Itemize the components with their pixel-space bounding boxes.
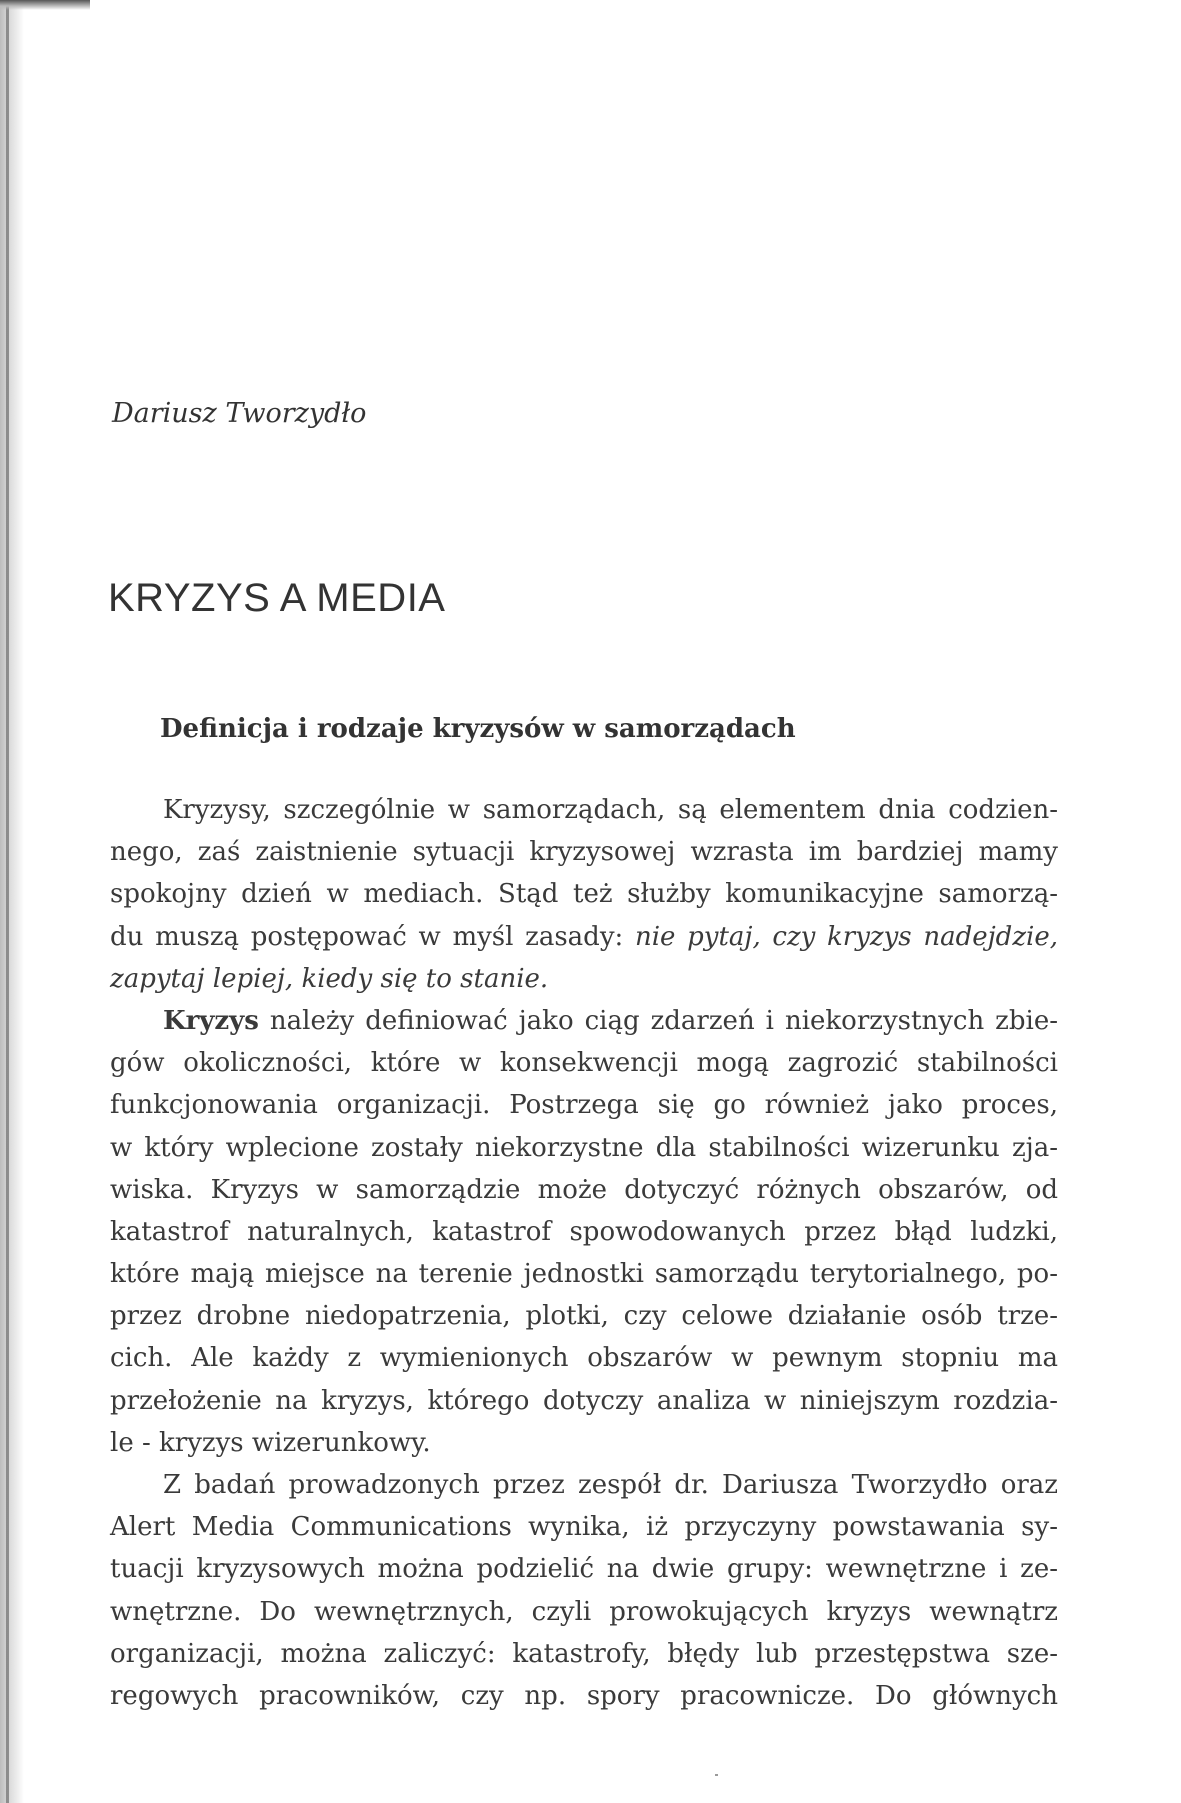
text-line — [110, 1253, 1058, 1295]
text-segment: nego, zaś zaistnienie sytuacji kryzysowej wzrasta im bardziej mamy — [110, 837, 1058, 868]
text-segment: wnętrzne. Do wewnętrznych, czyli prowokujących kryzys wewnątrz — [110, 1596, 1058, 1627]
text-segment: funkcjonowania organizacji. Postrzega się go również jako proces, — [110, 1090, 1058, 1121]
text-line — [110, 1042, 1058, 1084]
scan-top-shadow — [0, 0, 90, 10]
text-line — [110, 1000, 1058, 1042]
text-line — [110, 831, 1058, 873]
emphasis-segment: nie pytaj, czy kryzys nadejdzie, — [634, 921, 1058, 952]
emphasis-segment: zapytaj lepiej, kiedy się to stanie. — [110, 963, 549, 994]
text-line — [110, 1422, 1058, 1464]
text-line — [110, 1675, 1058, 1717]
text-segment: które mają miejsce na terenie jednostki samorządu terytorialnego, po- — [110, 1259, 1058, 1290]
text-line — [110, 1169, 1058, 1211]
text-segment: Kryzysy, szczególnie w samorządach, są elementem dnia codzien- — [163, 795, 1058, 825]
text-segment: tuacji kryzysowych można podzielić na dwie grupy: wewnętrzne i ze- — [110, 1554, 1058, 1585]
binding-edge-line — [6, 0, 9, 1803]
text-segment: przełożenie na kryzys, którego dotyczy analiza w niniejszym rozdzia- — [110, 1385, 1058, 1416]
text-line — [110, 873, 1058, 915]
section-heading: Definicja i rodzaje kryzysów w samorządach — [160, 714, 796, 744]
text-line — [110, 789, 1058, 831]
text-segment: organizacji, można zaliczyć: katastrofy, błędy lub przestępstwa sze- — [110, 1638, 1058, 1669]
scan-speck — [715, 1774, 718, 1776]
text-line — [110, 1127, 1058, 1169]
text-segment: Z badań prowadzonych przez zespół dr. Dariusza Tworzydło oraz — [163, 1470, 1058, 1500]
text-segment: wiska. Kryzys w samorządzie może dotyczyć różnych obszarów, od — [110, 1174, 1058, 1205]
text-line — [110, 1337, 1058, 1379]
chapter-title: KRYZYS A MEDIA — [108, 576, 446, 620]
text-line — [110, 1591, 1058, 1633]
author-name: Dariusz Tworzydło — [112, 398, 367, 429]
binding-gutter-shadow — [0, 0, 24, 1803]
text-line — [110, 1506, 1058, 1548]
text-segment: spokojny dzień w mediach. Stąd też służby komunikacyjne samorzą- — [110, 879, 1058, 910]
text-line — [110, 1211, 1058, 1253]
text-segment: Alert Media Communications wynika, iż przyczyny powstawania sy- — [110, 1512, 1058, 1543]
text-segment: należy definiować jako ciąg zdarzeń i niekorzystnych zbie- — [258, 1005, 1058, 1036]
text-segment: gów okoliczności, które w konsekwencji mogą zagrozić stabilności — [110, 1048, 1058, 1079]
text-segment: cich. Ale każdy z wymienionych obszarów w pewnym stopniu ma — [110, 1343, 1058, 1374]
text-segment: przez drobne niedopatrzenia, plotki, czy celowe działanie osób trze- — [110, 1301, 1058, 1332]
text-line — [110, 1084, 1058, 1126]
text-segment: regowych pracowników, czy np. spory pracownicze. Do głównych — [110, 1680, 1058, 1711]
text-line — [110, 1295, 1058, 1337]
text-segment: katastrof naturalnych, katastrof spowodowanych przez błąd ludzki, — [110, 1216, 1058, 1247]
body-text — [110, 789, 1058, 1717]
text-segment: w który wplecione zostały niekorzystne dla stabilności wizerunku zja- — [110, 1132, 1058, 1163]
text-line — [110, 916, 1058, 958]
text-line — [110, 1464, 1058, 1506]
text-segment: le - kryzys wizerunkowy. — [110, 1427, 431, 1458]
text-line — [110, 1548, 1058, 1590]
bold-term: Kryzys — [163, 1005, 259, 1036]
text-line — [110, 958, 1058, 1000]
text-line — [110, 1380, 1058, 1422]
text-line — [110, 1633, 1058, 1675]
text-segment: du muszą postępować w myśl zasady: — [110, 921, 635, 952]
